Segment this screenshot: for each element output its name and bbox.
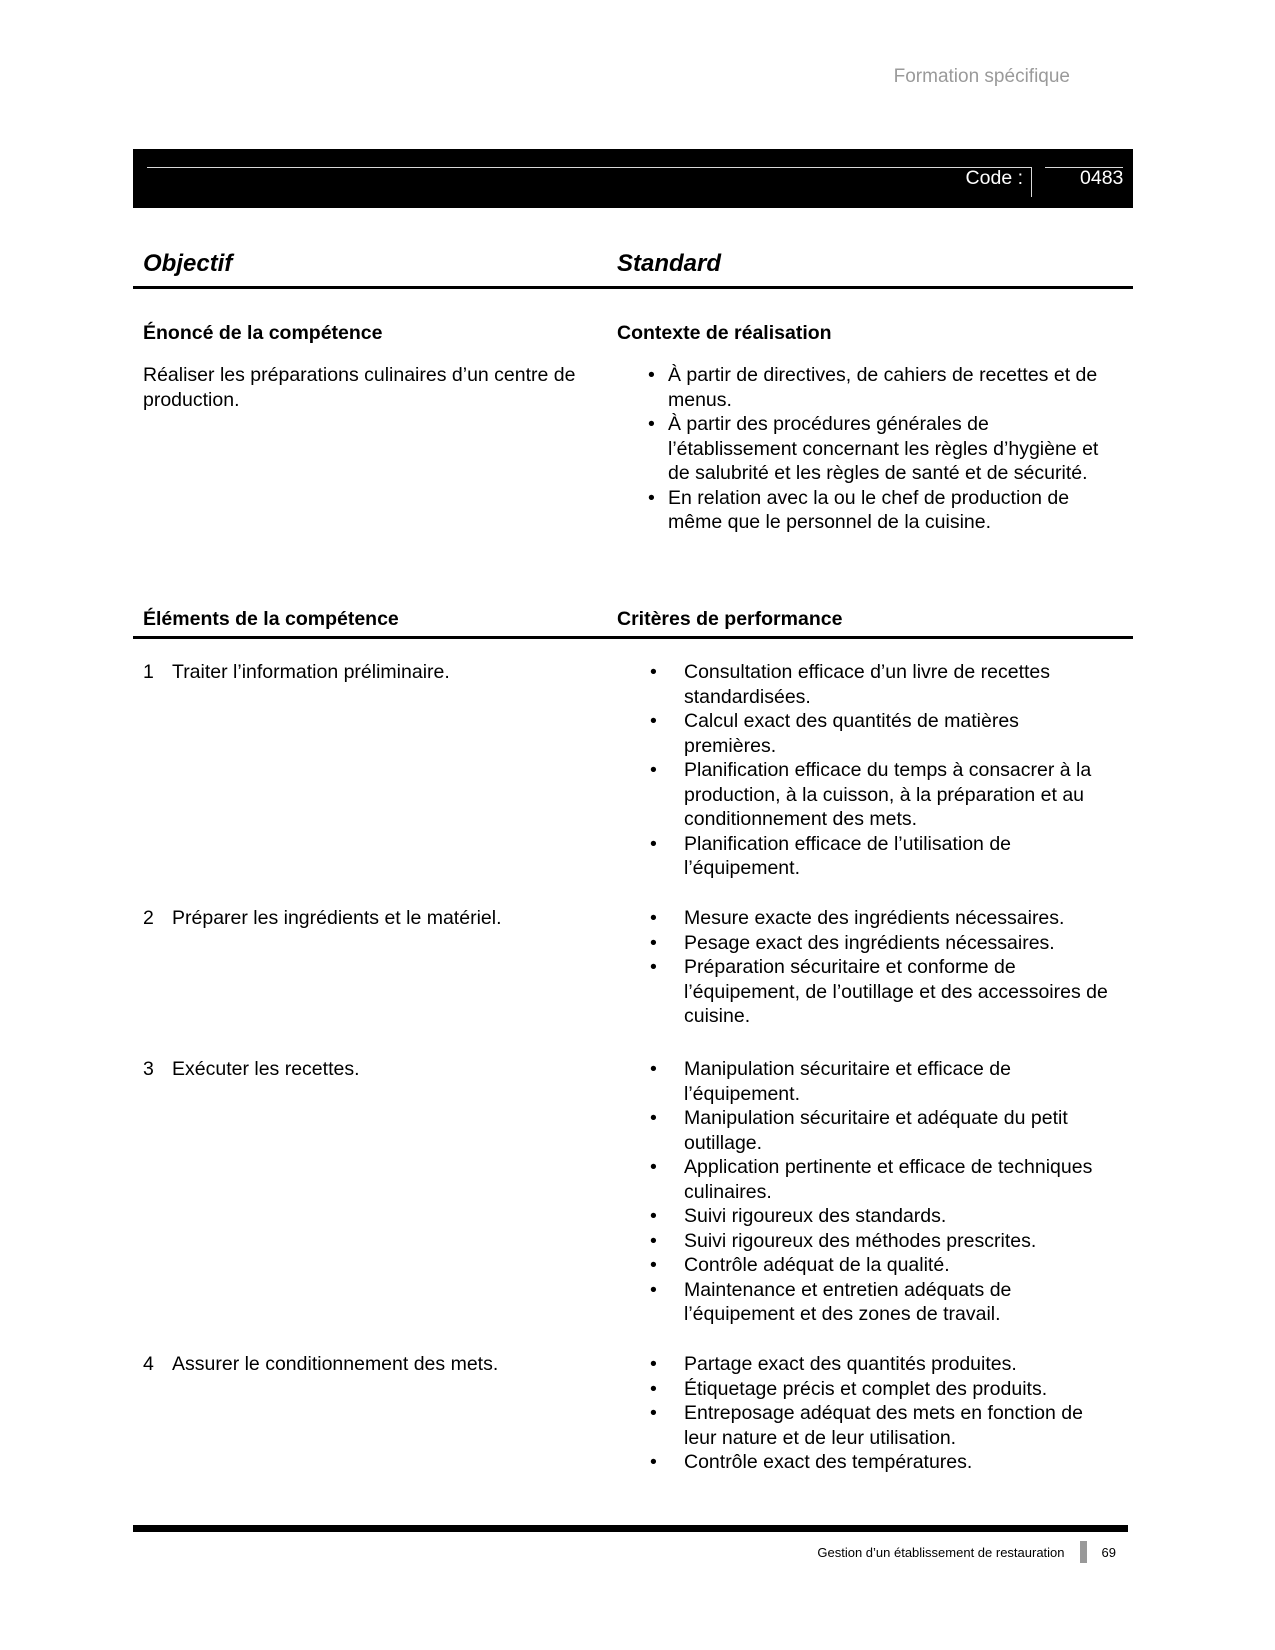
criteria-text: Planification efficace de l’utilisation de l’équipement.: [684, 832, 1012, 879]
context-bullet-item: [648, 363, 1113, 412]
criteria-item: [650, 1155, 1114, 1204]
bullet-marker: [650, 1352, 684, 1377]
element-number: 2: [143, 907, 154, 929]
criteria-item: [650, 660, 1114, 709]
criteria-list: [650, 906, 1114, 1029]
context-bullet-text: À partir des procédures générales de l’établissement concernant les règles d’hygiène et de salubrité et les règles de santé et de sécurité.: [668, 413, 1099, 484]
bullet-marker: [650, 1278, 684, 1327]
bullet-marker: [650, 1401, 684, 1450]
criteria-item: [650, 1253, 1114, 1278]
criteria-item: [650, 1377, 1114, 1402]
context-bullet-text: À partir de directives, de cahiers de recettes et de menus.: [668, 364, 1098, 411]
bullet-marker: [650, 1450, 684, 1475]
running-head: Formation spécifique: [893, 66, 1070, 87]
subhead-elements: Éléments de la compétence: [143, 608, 399, 630]
criteria-text: Manipulation sécuritaire et adéquate du petit outillage.: [684, 1107, 1068, 1154]
element-label: Assurer le conditionnement des mets.: [172, 1353, 499, 1375]
element-label: Traiter l’information préliminaire.: [172, 661, 450, 683]
bullet-marker: [650, 1106, 684, 1155]
bullet-marker: [650, 955, 684, 1029]
footer-page-bar: [1080, 1541, 1087, 1563]
criteria-text: Suivi rigoureux des standards.: [684, 1205, 947, 1227]
criteria-text: Application pertinente et efficace de techniques culinaires.: [684, 1156, 1093, 1203]
element-number: 3: [143, 1058, 154, 1080]
code-banner: [133, 149, 1133, 208]
competence-statement: Réaliser les préparations culinaires d’un centre de production.: [143, 364, 576, 411]
criteria-item: [650, 758, 1114, 832]
context-bullet-list: [648, 363, 1113, 535]
criteria-item: [650, 906, 1114, 931]
criteria-item: [650, 1352, 1114, 1377]
criteria-text: Contrôle exact des températures.: [684, 1451, 973, 1473]
subhead-contexte: Contexte de réalisation: [617, 322, 832, 344]
criteria-item: [650, 1106, 1114, 1155]
criteria-text: Manipulation sécuritaire et efficace de l’équipement.: [684, 1058, 1011, 1105]
criteria-item: [650, 709, 1114, 758]
bullet-marker: [650, 1204, 684, 1229]
bullet-marker: [650, 1253, 684, 1278]
bullet-marker: [650, 931, 684, 956]
footer-rule: [133, 1525, 1128, 1532]
criteria-text: Entreposage adéquat des mets en fonction de leur nature et de leur utilisation.: [684, 1402, 1083, 1449]
criteria-text: Calcul exact des quantités de matières premières.: [684, 710, 1019, 757]
bullet-marker: [648, 486, 668, 535]
context-bullet-item: [648, 412, 1113, 486]
context-bullet-item: [648, 486, 1113, 535]
bullet-marker: [650, 1057, 684, 1106]
bullet-marker: [650, 709, 684, 758]
code-label: Code :: [965, 167, 1023, 189]
criteria-text: Pesage exact des ingrédients nécessaires.: [684, 931, 1055, 954]
criteria-text: Maintenance et entretien adéquats de l’équipement et des zones de travail.: [684, 1278, 1012, 1325]
context-bullet-text: En relation avec la ou le chef de production de même que le personnel de la cuisine.: [668, 486, 1070, 533]
subhead-criteres: Critères de performance: [617, 608, 843, 630]
bullet-marker: [650, 1229, 684, 1254]
criteria-text: Étiquetage précis et complet des produits.: [684, 1377, 1048, 1400]
banner-divider-line: [147, 167, 1031, 168]
element-number: 4: [143, 1353, 154, 1375]
criteria-text: Suivi rigoureux des méthodes prescrites.: [684, 1229, 1037, 1252]
criteria-item: [650, 1450, 1114, 1475]
elements-rule: [133, 636, 1133, 639]
bullet-marker: [650, 758, 684, 832]
element-number: 1: [143, 661, 154, 683]
heading-objectif: Objectif: [143, 250, 233, 277]
criteria-text: Mesure exacte des ingrédients nécessaires.: [684, 907, 1065, 929]
heading-rule: [133, 286, 1133, 289]
element-item: [143, 1057, 613, 1082]
criteria-item: [650, 1057, 1114, 1106]
subhead-enonce: Énoncé de la compétence: [143, 322, 383, 344]
criteria-item: [650, 955, 1114, 1029]
footer-title: Gestion d’un établissement de restauration: [817, 1544, 1065, 1560]
code-value: 0483: [1080, 167, 1124, 189]
criteria-item: [650, 832, 1114, 881]
footer: [133, 1539, 1128, 1565]
bullet-marker: [648, 412, 668, 486]
heading-standard: Standard: [617, 250, 722, 277]
criteria-text: Contrôle adéquat de la qualité.: [684, 1254, 950, 1276]
element-item: [143, 1352, 613, 1377]
bullet-marker: [650, 1155, 684, 1204]
criteria-list: [650, 1352, 1114, 1475]
criteria-text: Préparation sécuritaire et conforme de l’équipement, de l’outillage et des accessoires de cuisine.: [684, 956, 1108, 1027]
bullet-marker: [650, 832, 684, 881]
criteria-list: [650, 1057, 1114, 1327]
bullet-marker: [648, 363, 668, 412]
criteria-item: [650, 1401, 1114, 1450]
criteria-item: [650, 1278, 1114, 1327]
criteria-item: [650, 931, 1114, 956]
criteria-text: Planification efficace du temps à consacrer à la production, à la cuisson, à la préparation et au conditionnement des mets.: [684, 759, 1092, 830]
element-item: [143, 660, 613, 685]
element-label: Préparer les ingrédients et le matériel.: [172, 907, 502, 929]
page-number: 69: [1101, 1544, 1116, 1560]
element-item: [143, 906, 613, 931]
criteria-text: Partage exact des quantités produites.: [684, 1353, 1017, 1375]
criteria-item: [650, 1204, 1114, 1229]
criteria-text: Consultation efficace d’un livre de recettes standardisées.: [684, 661, 1051, 708]
criteria-list: [650, 660, 1114, 881]
element-label: Exécuter les recettes.: [172, 1058, 360, 1080]
criteria-item: [650, 1229, 1114, 1254]
bullet-marker: [650, 906, 684, 931]
banner-vertical-divider: [1031, 167, 1032, 197]
bullet-marker: [650, 660, 684, 709]
bullet-marker: [650, 1377, 684, 1402]
